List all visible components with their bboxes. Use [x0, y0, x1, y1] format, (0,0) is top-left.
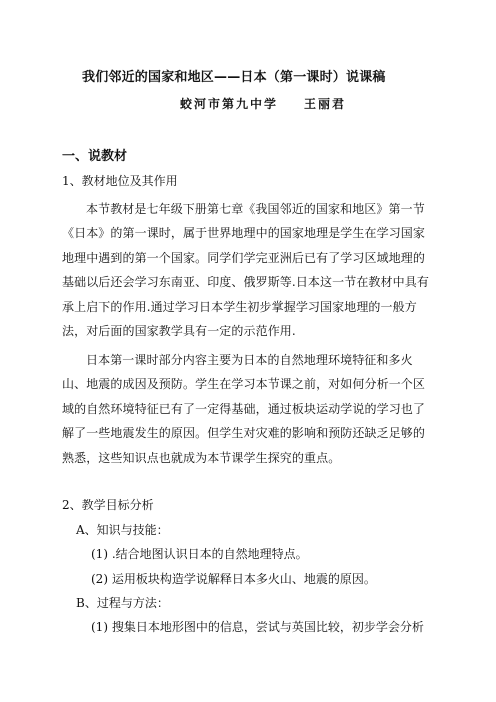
goal-item-a1: (1) .结合地图认识日本的自然地理特点。	[91, 547, 308, 561]
author-line	[180, 95, 346, 112]
goal-knowledge-skills: A、知识与技能：	[76, 523, 169, 537]
subheading-material-position: 1、教材地位及其作用	[62, 174, 178, 188]
goal-process-methods: B、过程与方法：	[76, 596, 169, 610]
section-heading-teaching-material: 一、说教材	[62, 149, 128, 164]
subheading-teaching-goals: 2、教学目标分析	[62, 498, 154, 512]
author-name: 王丽君	[304, 97, 347, 111]
goal-item-a2: (2) 运用板块构造学说解释日本多火山、地震的原因。	[91, 572, 376, 586]
author-school: 蛟河市第九中学	[180, 97, 279, 111]
document-title: 我们邻近的国家和地区——日本（第一课时）说课稿	[82, 70, 386, 85]
goal-item-b1: (1) 搜集日本地形图中的信息，尝试与英国比较，初步学会分析	[91, 620, 424, 634]
paragraph-first-lesson-content: 日本第一课时部分内容主要为日本的自然地理环境特征和多火山、地震的成因及预防。学生在学习本节课之前，对如何分析一个区域的自然环境特征已有了一定得基础，通过板块运动学说的学习也了解了一些地震发生的原因。但学生对灾难的影响和预防还缺乏足够的熟悉，这些知识点也就成为本节课学生探究的重点。	[62, 353, 426, 465]
paragraph-material-position: 本节教材是七年级下册第七章《我国邻近的国家和地区》第一节《日本》的第一课时，属于世界地理中的国家地理是学生在学习国家地理中遇到的第一个国家。同学们学完亚洲后已有了学习区域地理的基础以后还会学习东南亚、印度、俄罗斯等.日本这一节在教材中具有承上启下的作用.通过学习日本学生初步掌握学习国家地理的一般方法，对后面的国家教学具有一定的示范作用.	[62, 202, 429, 339]
